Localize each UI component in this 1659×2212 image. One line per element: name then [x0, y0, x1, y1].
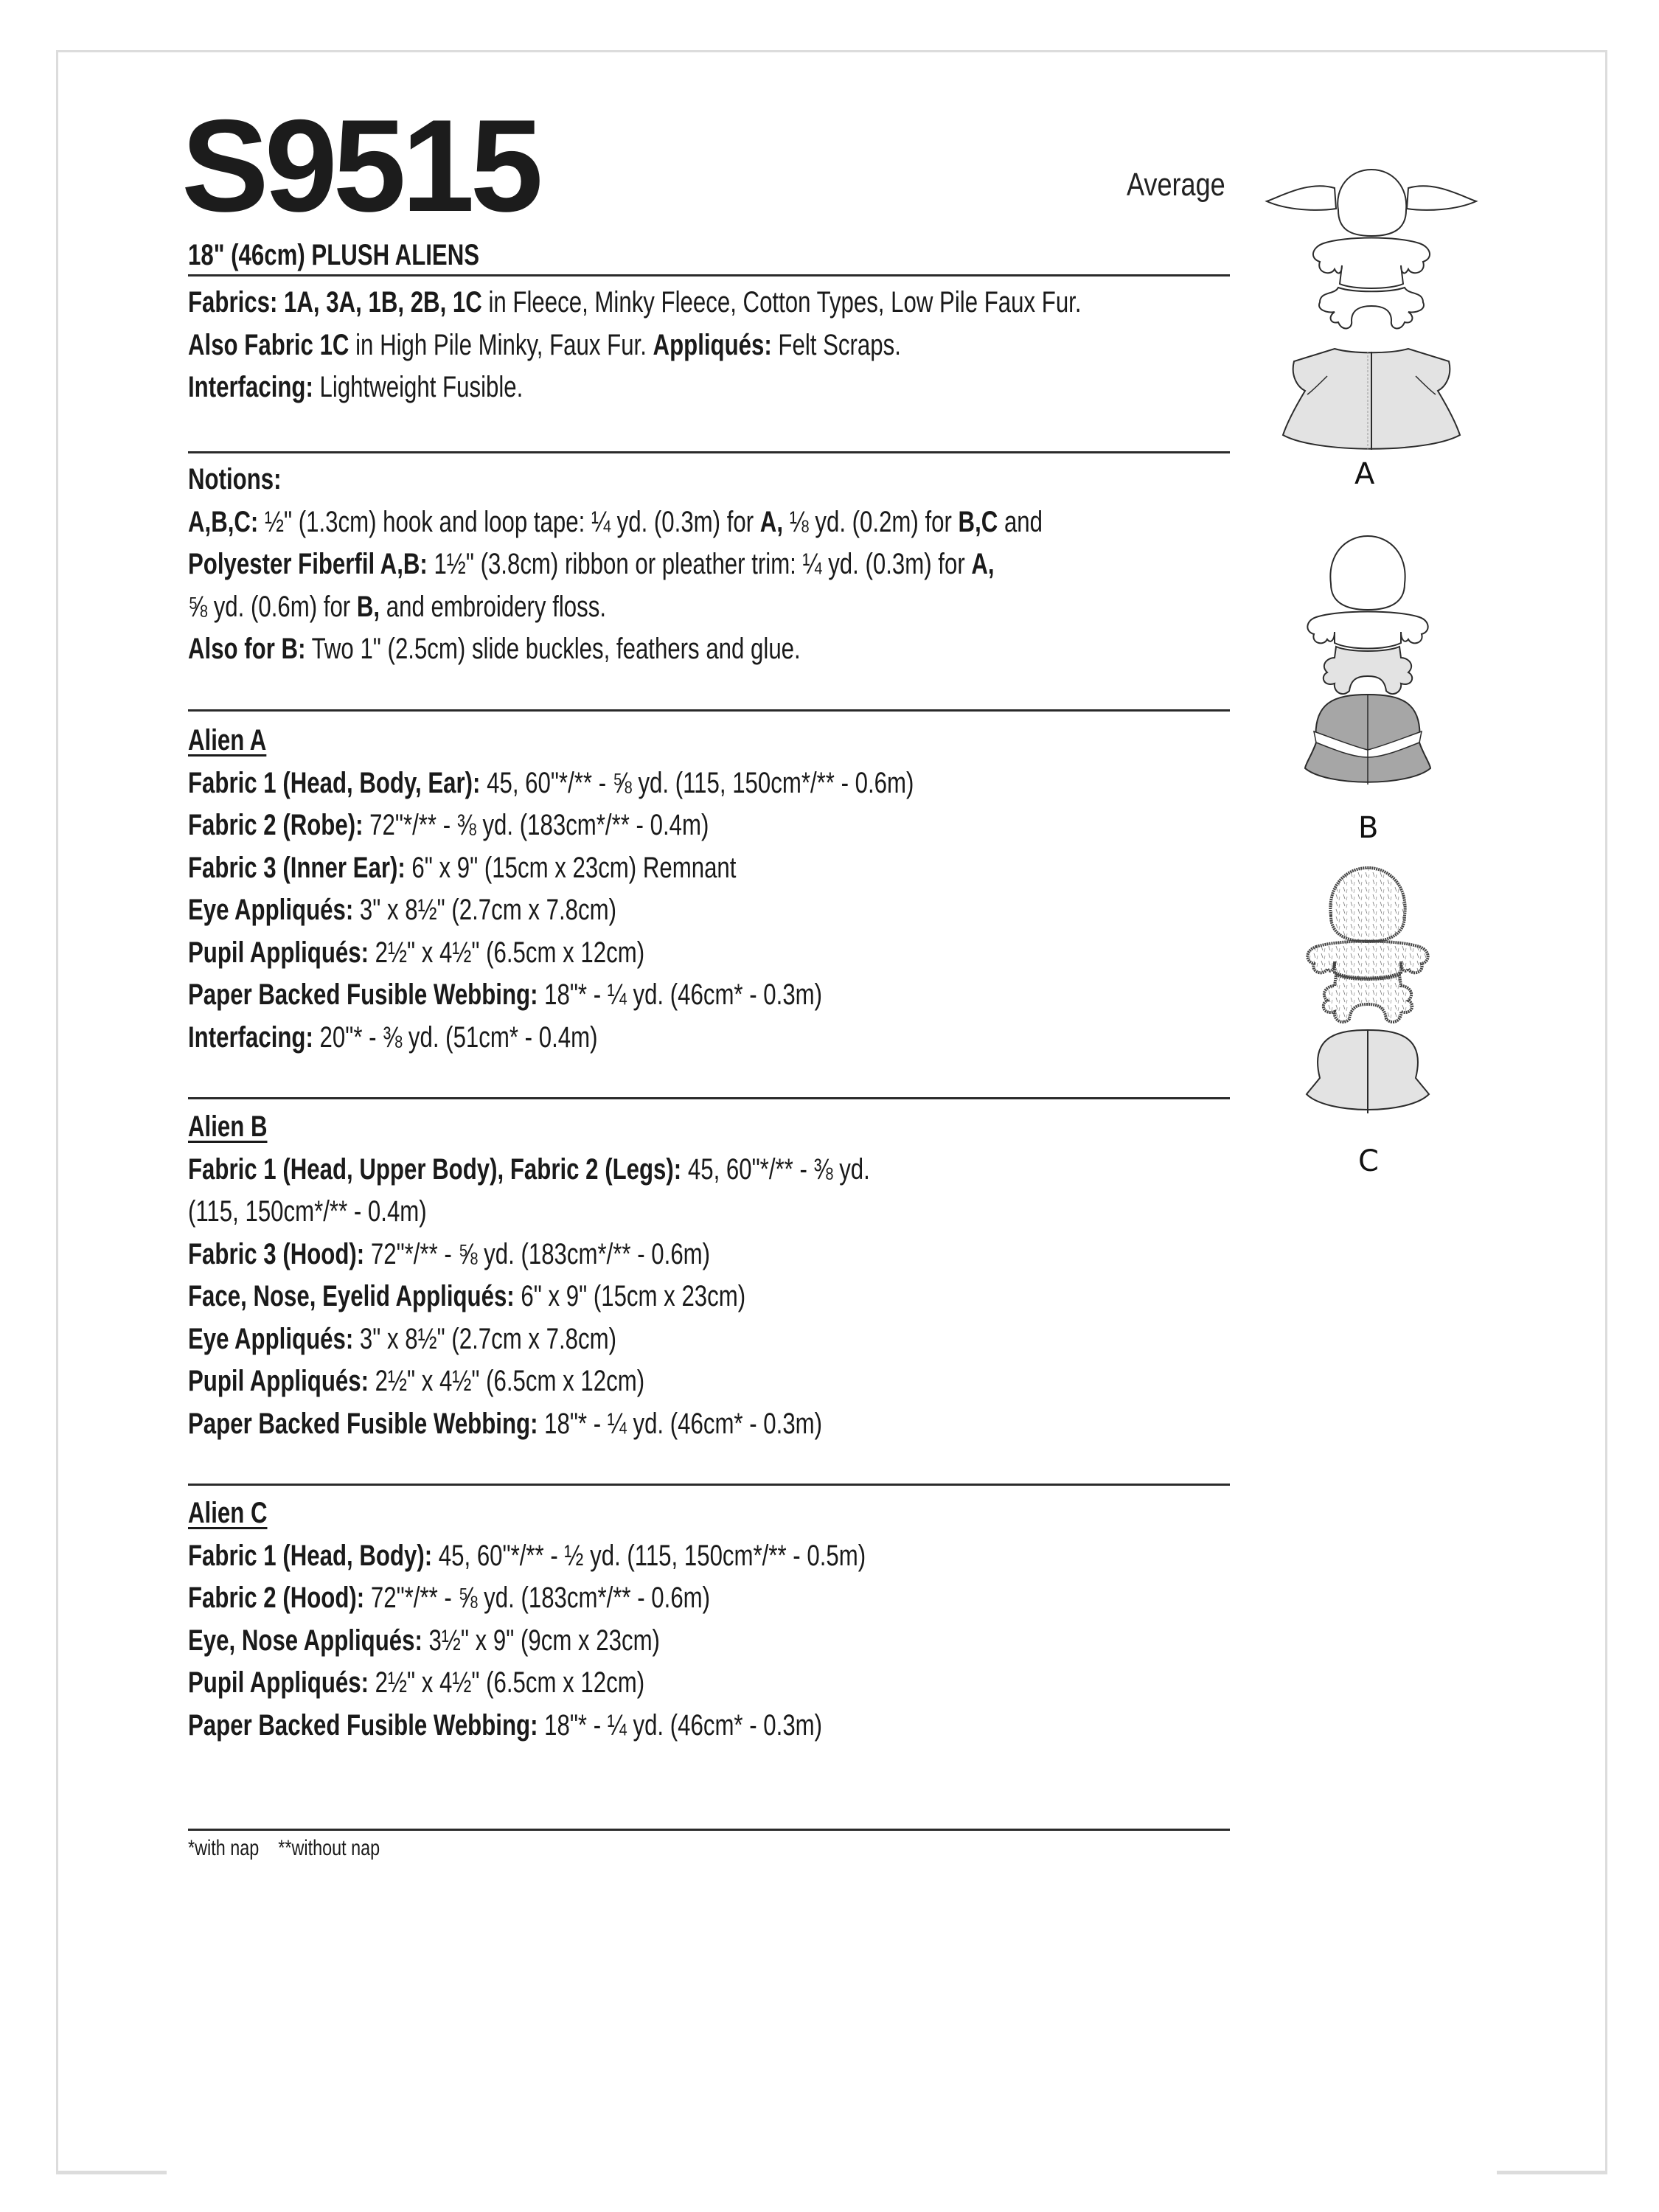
spec-value: 18"* - ¼ yd. (46cm* - 0.3m) — [538, 1407, 823, 1440]
spec-line-text — [188, 804, 709, 847]
spec-line — [188, 1149, 1230, 1192]
spec-value: 6" x 9" (15cm x 23cm) — [514, 1280, 746, 1312]
spec-line — [188, 1191, 1230, 1234]
spec-line — [188, 543, 1230, 586]
alien-a-body — [1313, 238, 1430, 289]
spec-label: Interfacing: — [188, 371, 313, 403]
spec-line — [188, 1276, 1230, 1318]
spec-value: 18"* - ¼ yd. (46cm* - 0.3m) — [538, 1708, 823, 1742]
alien-c-section — [188, 1492, 1230, 1747]
spec-label: Fabric 1 (Head, Body, Ear): — [188, 766, 481, 799]
spec-value: 20"* - ⅜ yd. (51cm* - 0.4m) — [313, 1020, 598, 1054]
alien-a-robe — [1283, 349, 1460, 450]
spec-line — [188, 762, 1230, 805]
spec-line — [188, 1403, 1230, 1446]
spec-label: Paper Backed Fusible Webbing: — [188, 1708, 538, 1742]
spec-value: 45, 60"*/** - ½ yd. (115, 150cm*/** - 0.5m) — [432, 1539, 866, 1572]
spec-label: Eye, Nose Appliqués: — [188, 1624, 422, 1657]
alien-b-legs — [1324, 647, 1412, 694]
divider — [188, 274, 1230, 276]
spec-value: ½" (1.3cm) hook and loop tape: ¼ yd. (0.3m) for — [258, 505, 760, 538]
spec-line — [188, 1318, 1230, 1361]
alien-c-heading: Alien C — [188, 1497, 268, 1529]
alien-c-furry-body — [1307, 868, 1427, 1022]
alien-a-section — [188, 720, 1230, 1059]
spec-value: in Fleece, Minky Fleece, Cotton Types, Low Pile Faux Fur. — [481, 286, 1082, 319]
spec-line — [188, 324, 1230, 367]
spec-label: Fabric 2 (Robe): — [188, 809, 364, 841]
spec-line — [188, 804, 1230, 847]
notions-lines — [188, 501, 1230, 671]
spec-line-text — [188, 1191, 427, 1234]
alien-b-hood — [1305, 695, 1430, 785]
notions-section — [188, 459, 1230, 671]
spec-value: 72"*/** - ⅝ yd. (183cm*/** - 0.6m) — [364, 1582, 711, 1614]
spec-line — [188, 1577, 1230, 1620]
spec-line — [188, 1535, 1230, 1578]
alien-b-upper-body — [1307, 612, 1427, 649]
spec-label: Also for B: — [188, 633, 306, 665]
spec-value: 1½" (3.8cm) ribbon or pleather trim: ¼ yd. (0.3m) for — [427, 548, 972, 580]
spec-label: Fabric 1 (Head, Body): — [188, 1539, 433, 1572]
fabrics-section — [188, 282, 1230, 409]
spec-label: Fabrics: 1A, 3A, 1B, 2B, 1C — [188, 286, 482, 319]
alien-c-hood — [1307, 1030, 1429, 1113]
spec-line-text — [188, 1535, 866, 1578]
spec-value: 3½" x 9" (9cm x 23cm) — [422, 1624, 660, 1657]
spec-line-text — [188, 1620, 660, 1663]
spec-value: and embroidery floss. — [380, 590, 607, 623]
spec-label: Fabric 2 (Hood): — [188, 1582, 365, 1614]
spec-value: Two 1" (2.5cm) slide buckles, feathers and glue. — [305, 633, 801, 665]
spec-line-text — [188, 586, 606, 629]
pattern-number: S9515 — [181, 92, 539, 239]
spec-line — [188, 586, 1230, 629]
spec-value: 2½" x 4½" (6.5cm x 12cm) — [368, 1365, 645, 1397]
alien-b-section — [188, 1106, 1230, 1445]
nap-footnote — [188, 1836, 434, 1861]
spec-value: 3" x 8½" (2.7cm x 7.8cm) — [353, 894, 617, 926]
spec-label: A, — [971, 548, 995, 580]
spec-label: Pupil Appliqués: — [188, 936, 369, 969]
spec-value: 72"*/** - ⅜ yd. (183cm*/** - 0.4m) — [363, 809, 709, 841]
spec-line-text — [188, 1360, 644, 1403]
spec-label: Paper Backed Fusible Webbing: — [188, 978, 538, 1011]
spec-label: A, — [759, 505, 784, 538]
spec-line-text — [188, 1149, 870, 1192]
spec-line-text — [188, 628, 801, 671]
alien-a-legs — [1319, 288, 1424, 328]
spec-line-text — [188, 1705, 822, 1747]
spec-line — [188, 889, 1230, 932]
spec-line-text — [188, 1234, 710, 1276]
spec-line — [188, 847, 1230, 890]
spec-line-text — [188, 932, 644, 975]
alien-a-illustration — [1265, 166, 1478, 450]
spec-line-text — [188, 366, 523, 409]
alien-a-head — [1338, 170, 1406, 236]
spec-label: Eye Appliqués: — [188, 1322, 354, 1355]
spec-label: Pupil Appliqués: — [188, 1666, 369, 1699]
spec-line-text — [188, 762, 914, 805]
spec-value: 72"*/** - ⅝ yd. (183cm*/** - 0.6m) — [364, 1237, 711, 1270]
spec-line — [188, 366, 1230, 409]
spec-line-text — [188, 889, 616, 932]
spec-label: Face, Nose, Eyelid Appliqués: — [188, 1280, 515, 1312]
spec-label: Appliqués: — [653, 328, 772, 361]
spec-label: B, — [356, 590, 380, 623]
alien-b-heading: Alien B — [188, 1110, 268, 1143]
alien-b-head — [1330, 536, 1405, 610]
pattern-title-block — [188, 234, 1230, 277]
spec-line — [188, 1360, 1230, 1403]
spec-value: 3" x 8½" (2.7cm x 7.8cm) — [353, 1322, 617, 1355]
spec-line — [188, 1705, 1230, 1747]
spec-label: B,C — [958, 505, 998, 538]
spec-label: Also Fabric 1C — [188, 328, 349, 361]
spec-label: Fabric 3 (Hood): — [188, 1237, 365, 1270]
footnote-text: *with nap **without nap — [188, 1836, 380, 1860]
spec-line-text — [188, 501, 1043, 544]
divider — [188, 1829, 1230, 1831]
spec-line-text — [188, 1017, 597, 1060]
spec-value: 2½" x 4½" (6.5cm x 12cm) — [368, 936, 645, 969]
spec-line — [188, 1620, 1230, 1663]
view-label-a: A — [1354, 457, 1375, 491]
spec-value: in High Pile Minky, Faux Fur. — [349, 328, 653, 361]
spec-label: Polyester Fiberfil A,B: — [188, 548, 428, 580]
alien-a-heading: Alien A — [188, 724, 267, 757]
spec-line — [188, 1662, 1230, 1705]
alien-a-lines — [188, 762, 1230, 1060]
divider — [188, 451, 1230, 453]
spec-label: Fabric 3 (Inner Ear): — [188, 851, 406, 884]
spec-line-text — [188, 974, 822, 1017]
spec-line-text — [188, 1577, 710, 1620]
divider — [188, 709, 1230, 712]
spec-label: Paper Backed Fusible Webbing: — [188, 1407, 538, 1440]
spec-line-text — [188, 1403, 822, 1446]
spec-value: 6" x 9" (15cm x 23cm) Remnant — [405, 851, 737, 884]
spec-label: Pupil Appliqués: — [188, 1365, 369, 1397]
spec-label: Fabric 1 (Head, Upper Body), Fabric 2 (Legs): — [188, 1152, 682, 1186]
spec-value: Felt Scraps. — [771, 328, 901, 361]
spec-line-text — [188, 1318, 616, 1361]
spec-line-text — [188, 282, 1082, 324]
spec-value: 2½" x 4½" (6.5cm x 12cm) — [368, 1666, 645, 1699]
spec-line — [188, 1017, 1230, 1060]
spec-value: (115, 150cm*/** - 0.4m) — [188, 1195, 427, 1228]
spec-value: ⅝ yd. (0.6m) for — [188, 590, 357, 623]
alien-c-illustration — [1290, 864, 1438, 1133]
spec-value: 45, 60"*/** - ⅝ yd. (115, 150cm*/** - 0.6m) — [480, 766, 914, 799]
divider — [188, 1097, 1230, 1099]
spec-line — [188, 1234, 1230, 1276]
spec-line — [188, 282, 1230, 324]
spec-line-text — [188, 324, 901, 367]
difficulty-level: Average — [1127, 167, 1225, 203]
spec-line-text — [188, 543, 995, 586]
spec-line — [188, 501, 1230, 544]
spec-label: Eye Appliqués: — [188, 894, 354, 926]
spec-value: 45, 60"*/** - ⅜ yd. — [681, 1152, 870, 1186]
notions-heading: Notions: — [188, 463, 282, 495]
corner-mark — [56, 2171, 167, 2174]
divider — [188, 1484, 1230, 1486]
spec-line-text — [188, 1662, 644, 1705]
spec-line — [188, 974, 1230, 1017]
spec-line-text — [188, 1276, 745, 1318]
spec-value: and — [998, 505, 1043, 538]
spec-value: ⅛ yd. (0.2m) for — [783, 505, 959, 538]
spec-line-text — [188, 847, 736, 890]
spec-value: 18"* - ¼ yd. (46cm* - 0.3m) — [538, 978, 823, 1011]
spec-label: A,B,C: — [188, 505, 259, 538]
spec-line — [188, 932, 1230, 975]
pattern-title: 18" (46cm) PLUSH ALIENS — [188, 239, 480, 271]
view-label-c: C — [1358, 1144, 1379, 1178]
view-label-b: B — [1358, 811, 1379, 845]
corner-mark — [1497, 2171, 1607, 2174]
spec-value: Lightweight Fusible. — [313, 371, 524, 403]
spec-line — [188, 628, 1230, 671]
alien-b-lines — [188, 1149, 1230, 1446]
alien-b-illustration — [1290, 532, 1438, 801]
spec-label: Interfacing: — [188, 1020, 313, 1054]
alien-c-lines — [188, 1535, 1230, 1747]
